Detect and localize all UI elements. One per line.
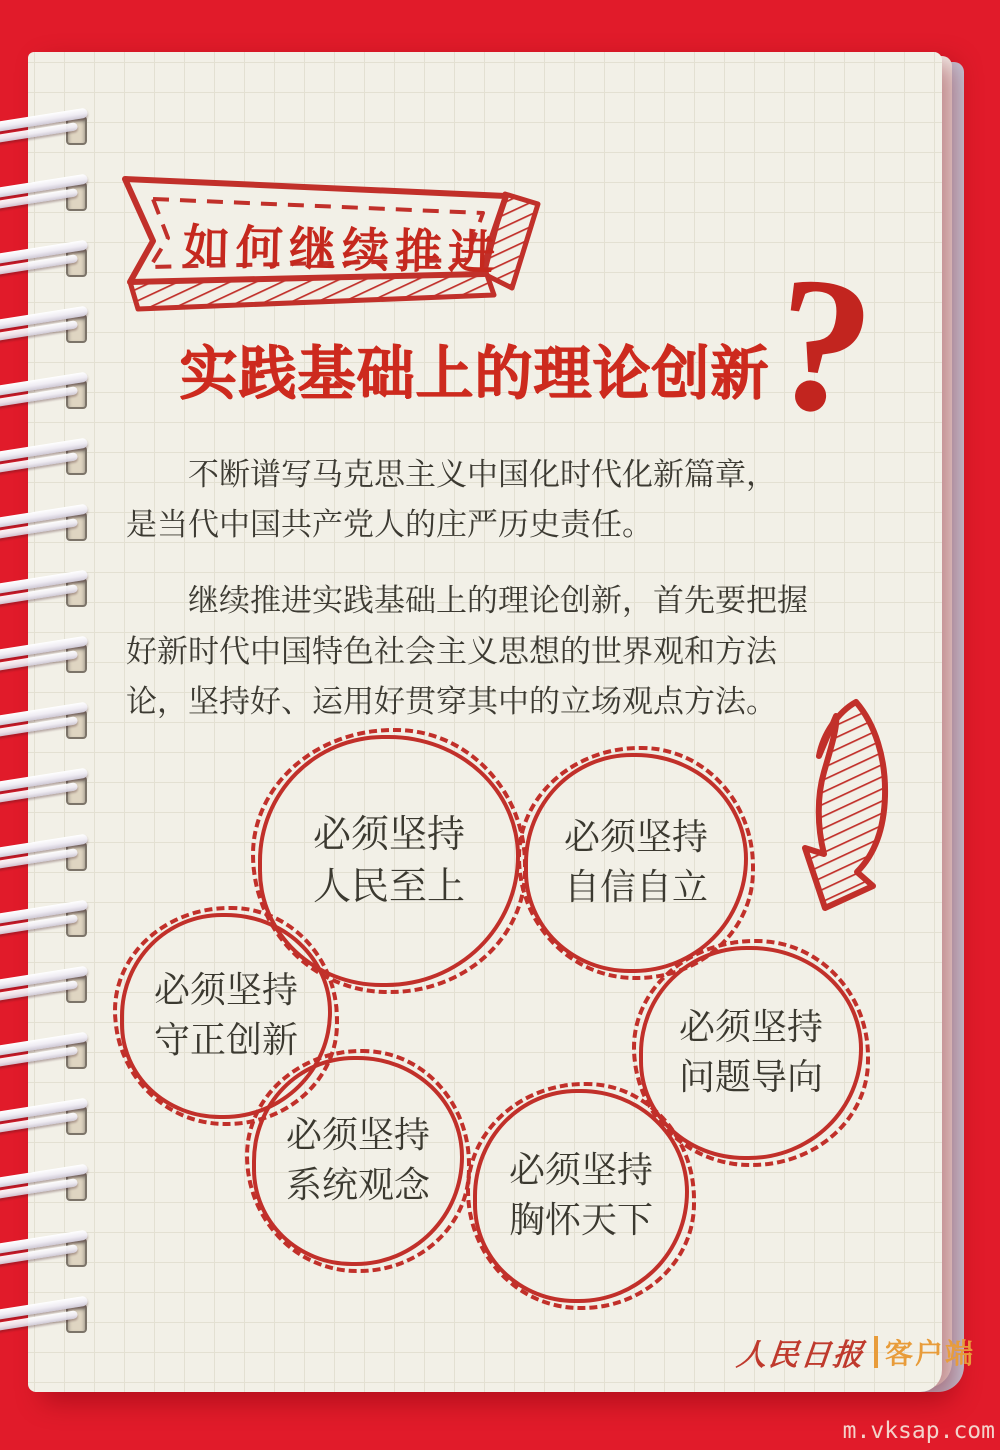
circle-line: 必须坚持 xyxy=(563,817,708,858)
concept-circle-self-confidence xyxy=(524,753,748,973)
spiral-coil xyxy=(0,574,96,610)
concept-circle-world-in-mind xyxy=(473,1089,689,1303)
circle-line: 胸怀天下 xyxy=(508,1200,653,1240)
peoples-daily-logo: 人民日报 xyxy=(734,1339,867,1372)
spiral-coil xyxy=(0,1300,96,1336)
spiral-coil xyxy=(0,904,96,940)
circle-line: 必须坚持 xyxy=(678,1007,823,1048)
spiral-coil xyxy=(0,838,96,874)
spiral-coil xyxy=(0,112,96,148)
intro-line: 好新时代中国特色社会主义思想的世界观和方法 xyxy=(126,633,777,669)
watermark-url: m.vksap.com xyxy=(842,1418,995,1444)
intro-text xyxy=(126,450,874,727)
brand-divider xyxy=(874,1336,878,1368)
circle-line: 问题导向 xyxy=(678,1057,823,1097)
circle-line: 人民至上 xyxy=(312,866,465,908)
spiral-coil xyxy=(0,310,96,346)
spiral-coil xyxy=(0,508,96,544)
circle-line: 必须坚持 xyxy=(508,1150,653,1191)
circle-line: 守正创新 xyxy=(153,1020,298,1060)
spiral-coil xyxy=(0,706,96,742)
spiral-coil xyxy=(0,772,96,808)
spiral-coil xyxy=(0,178,96,214)
banner-label: 如何继续推进 xyxy=(182,219,502,280)
circle-line: 必须坚持 xyxy=(312,813,465,856)
spiral-coil xyxy=(0,1168,96,1204)
intro-line: 继续推进实践基础上的理论创新，首先要把握 xyxy=(188,583,808,619)
spiral-coil xyxy=(0,970,96,1006)
question-mark: ? xyxy=(762,233,884,458)
circle-line: 必须坚持 xyxy=(153,970,298,1011)
spiral-coil xyxy=(0,640,96,676)
spiral-coil xyxy=(0,1102,96,1138)
spiral-coil xyxy=(0,1036,96,1072)
page-title: 实践基础上的理论创新 xyxy=(179,341,770,406)
intro-line: 不断谱写马克思主义中国化时代化新篇章， xyxy=(188,457,777,492)
curved-arrow-icon xyxy=(793,696,901,914)
concept-circle-systems-concept xyxy=(252,1056,464,1266)
client-label: 客户端 xyxy=(885,1338,976,1369)
footer-brand xyxy=(734,1330,976,1374)
spiral-coil xyxy=(0,376,96,412)
intro-line: 是当代中国共产党人的庄严历史责任。 xyxy=(126,507,653,543)
spiral-coil xyxy=(0,1234,96,1270)
circle-line: 自信自立 xyxy=(563,867,708,907)
spiral-coil xyxy=(0,442,96,478)
circle-line: 必须坚持 xyxy=(285,1115,430,1156)
circle-line: 系统观念 xyxy=(285,1165,430,1205)
spiral-coil xyxy=(0,244,96,280)
intro-line: 论，坚持好、运用好贯穿其中的立场观点方法。 xyxy=(126,683,777,719)
